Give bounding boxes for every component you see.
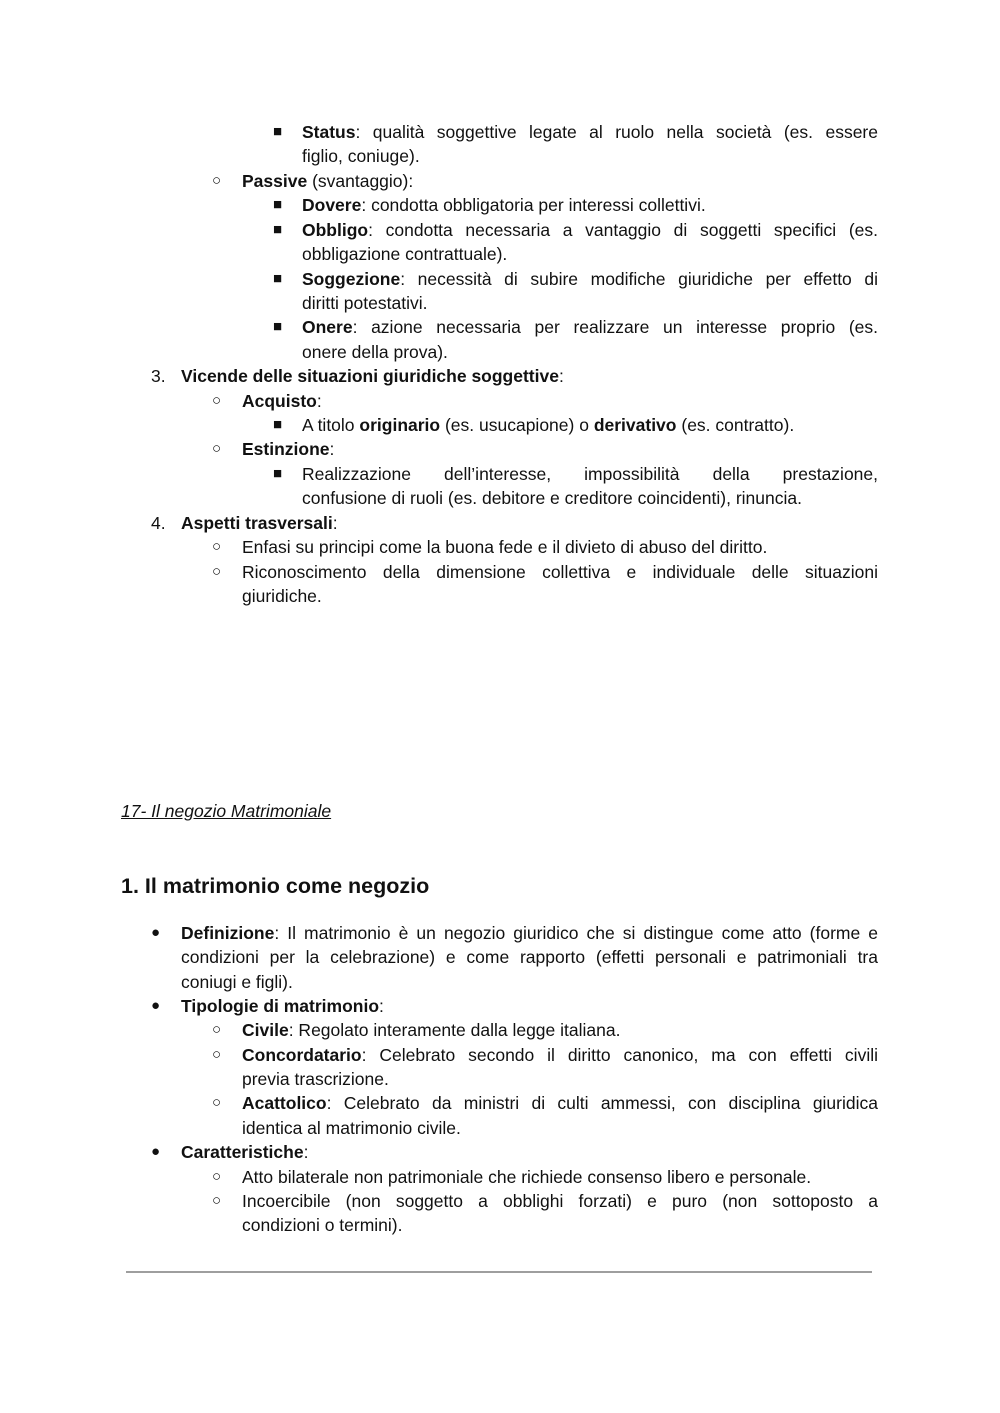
circle-bullet-icon: ○ [212,563,222,580]
onere-line-2: onere della prova). [302,342,448,362]
titolo-text-a: A titolo [302,415,360,435]
soggezione-line-1 [302,267,878,291]
item4-bullet-1: Enfasi su principi come la buona fede e il divieto di abuso del diritto. [242,537,768,557]
acquisto-label: Acquisto [242,391,317,411]
status-text: : qualità soggettive legate al ruolo nella società (es. essere [355,122,878,142]
status-line-1 [302,120,878,144]
concordatario-label: Concordatario [242,1045,362,1065]
square-bullet-icon: ■ [273,270,283,287]
acattolico-line-1 [242,1091,878,1115]
def-text: : Il matrimonio è un negozio giuridico che si distingue come atto (forme e [274,923,878,943]
estinzione-label: Estinzione [242,439,330,459]
list-number: 4. [151,513,166,533]
titolo-text-c: (es. contratto). [676,415,795,435]
circle-bullet-icon: ○ [212,172,222,189]
square-bullet-icon: ■ [273,318,283,335]
item4-bullet-2-line-1: Riconoscimento della dimensione collettiva e individuale delle situazioni [242,562,878,582]
passive-label: Passive [242,171,308,191]
square-bullet-icon: ■ [273,221,283,238]
caratteristiche-bullet-2-line-2: condizioni o termini). [242,1215,403,1235]
passive-line [242,169,413,193]
acattolico-label: Acattolico [242,1093,327,1113]
square-bullet-icon: ■ [273,123,283,140]
concordatario-line-1 [242,1043,878,1067]
page-heading: 1. Il matrimonio come negozio [121,874,430,898]
concordatario-line-2: previa trascrizione. [242,1069,389,1089]
caratteristiche-bullet-2-line-1: Incoercibile (non soggetto a obblighi forzati) e puro (non sottoposto a [242,1191,878,1211]
obbligo-line-1 [302,218,878,242]
onere-line-1 [302,315,878,339]
disc-bullet-icon: ● [151,924,161,941]
obbligo-label: Obbligo [302,220,369,240]
obbligo-line-2: obbligazione contrattuale). [302,244,508,264]
tipologie-title [181,994,384,1018]
soggezione-line-2: diritti potestativi. [302,293,428,313]
disc-bullet-icon: ● [151,997,161,1014]
passive-text: (svantaggio): [307,171,414,191]
titolo-line [302,413,794,437]
concordatario-text: : Celebrato secondo il diritto canonico, ma con effetti civili [361,1045,878,1065]
soggezione-label: Soggezione [302,269,401,289]
tipologie-colon: : [379,996,384,1016]
def-line-2: condizioni per la celebrazione) e come rapporto (effetti personali e patrimoniali tra [181,947,878,967]
item3-title [181,364,564,388]
estinzione-line [242,437,334,461]
circle-bullet-icon: ○ [212,1021,222,1038]
circle-bullet-icon: ○ [212,392,222,409]
square-bullet-icon: ■ [273,196,283,213]
estinzione-colon: : [329,439,335,459]
acattolico-line-2: identica al matrimonio civile. [242,1118,461,1138]
caratteristiche-title [181,1140,308,1164]
obbligo-text: : condotta necessaria a vantaggio di soggetti specifici (es. [368,220,878,240]
dovere-line [302,193,706,217]
civile-text: : Regolato interamente dalla legge italiana. [288,1020,621,1040]
def-line-3: coniugi e figli). [181,972,293,992]
circle-bullet-icon: ○ [212,1192,222,1209]
dovere-text: : condotta obbligatoria per interessi collettivi. [361,195,706,215]
circle-bullet-icon: ○ [212,440,222,457]
onere-label: Onere [302,317,353,337]
circle-bullet-icon: ○ [212,1046,222,1063]
def-line-1 [181,921,878,945]
derivativo-label: derivativo [593,415,677,435]
titolo-text-b: (es. usucapione) o [440,415,594,435]
caratteristiche-colon: : [303,1142,309,1162]
onere-text: : azione necessaria per realizzare un interesse proprio (es. [352,317,878,337]
list-number: 3. [151,366,166,386]
square-bullet-icon: ■ [273,465,283,482]
acquisto-colon: : [316,391,322,411]
item4-label: Aspetti trasversali [181,513,333,533]
disc-bullet-icon: ● [151,1143,161,1160]
def-label: Definizione [181,923,275,943]
item3-label: Vicende delle situazioni giuridiche soggettive [181,366,559,386]
caratteristiche-label: Caratteristiche [181,1142,304,1162]
item3-colon: : [558,366,564,386]
circle-bullet-icon: ○ [212,1168,222,1185]
estinzione-text-line-2: confusione di ruoli (es. debitore e creditore coincidenti), rinuncia. [302,488,802,508]
tipologie-label: Tipologie di matrimonio [181,996,380,1016]
item4-bullet-2-line-2: giuridiche. [242,586,322,606]
originario-label: originario [359,415,441,435]
section-title: 17- Il negozio Matrimoniale [121,801,332,821]
acquisto-line [242,389,322,413]
status-label: Status [302,122,356,142]
dovere-label: Dovere [302,195,362,215]
caratteristiche-bullet-1: Atto bilaterale non patrimoniale che richiede consenso libero e personale. [242,1167,812,1187]
square-bullet-icon: ■ [273,416,283,433]
page-divider [126,1271,872,1273]
item4-colon: : [332,513,338,533]
status-line-2: figlio, coniuge). [302,146,420,166]
item4-title [181,511,338,535]
civile-line [242,1018,620,1042]
acattolico-text: : Celebrato da ministri di culti ammessi, con disciplina giuridica [326,1093,878,1113]
circle-bullet-icon: ○ [212,1094,222,1111]
civile-label: Civile [242,1020,289,1040]
soggezione-text: : necessità di subire modifiche giuridiche per effetto di [400,269,878,289]
circle-bullet-icon: ○ [212,538,222,555]
estinzione-text-line-1: Realizzazione dell’interesse, impossibilità della prestazione, [302,464,878,484]
